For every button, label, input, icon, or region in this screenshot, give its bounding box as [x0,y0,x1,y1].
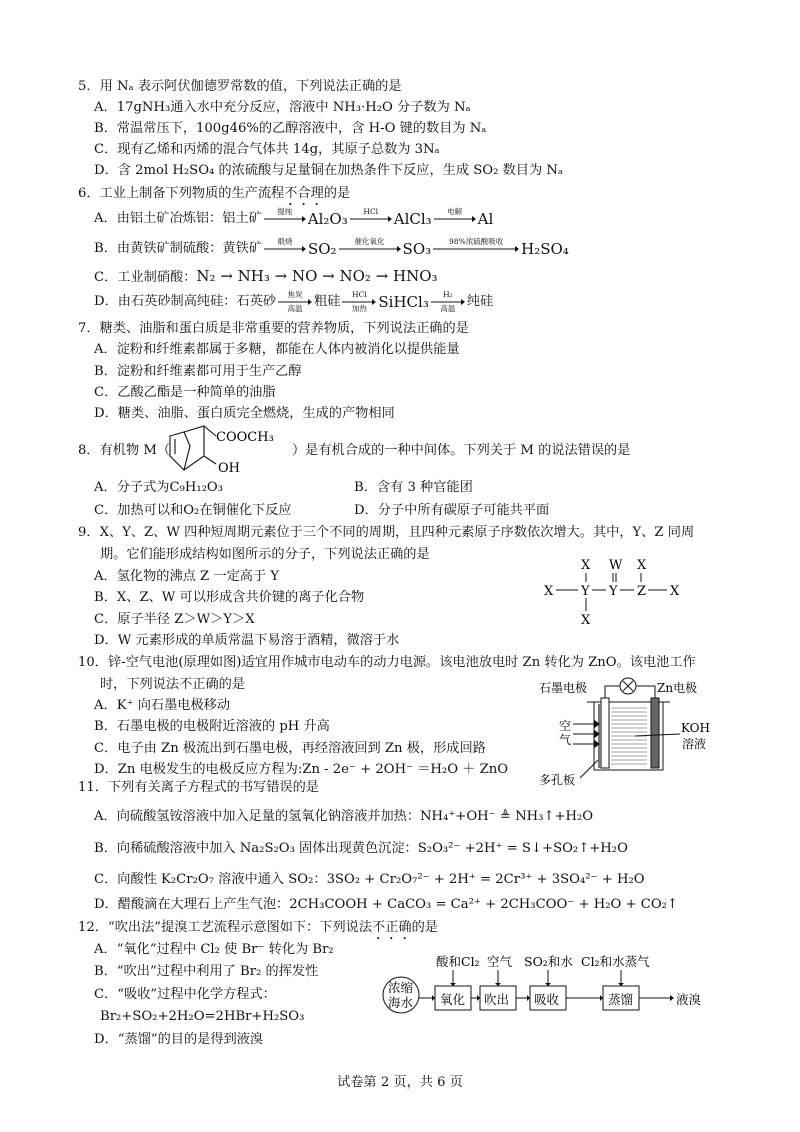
q5-option-d: D．含 2mol H₂SO₄ 的浓硫酸与足量铜在加热条件下反应，生成 SO₂ 数目为 Nₐ [94,163,563,178]
q6-b-step-3: H₂SO₄ [521,240,569,258]
q7-stem: 7．糖类、油脂和蛋白质是非常重要的营养物质，下列说法正确的是 [78,321,469,336]
q8-stem-pre: 8．有机物 M（ [78,443,171,458]
q8-option-b: B．含有 3 种官能团 [354,480,473,495]
q7-option-d: D．糖类、油脂、蛋白质完全燃烧，生成的产物相同 [94,406,395,421]
q9-atom-z: Z [637,584,647,599]
q8-stem-post: ）是有机合成的一种中间体。下列关于 M 的说法错误的是 [292,443,631,458]
q9-option-c: C．原子半径 Z＞W＞Y＞X [94,612,255,627]
q10-stem-line-2: 时，下列说法不正确的是 [100,677,246,692]
q12-box-oxidation: 氧化 [440,992,466,1007]
q6-b-label: B．由黄铁矿制硫酸：黄铁矿 [94,241,262,256]
q9-stem-line-2: 期。它们能形成结构如图所示的分子，下列说法正确的是 [100,547,430,562]
q6-c-chain: N₂ → NH₃ → NO → NO₂ → HNO₃ [196,267,438,285]
q10-label-graphite: 石墨电极 [539,681,588,695]
q6-a-label: A．由铝土矿冶炼铝：铝土矿 [94,211,262,226]
q8-option-c: C．加热可以和O₂在铜催化下反应 [94,503,292,518]
arrow-right-icon [264,216,306,222]
q6-option-b [94,237,569,261]
q9-atom-x-top2: X [637,558,647,573]
q12-start-label-2: 海水 [388,995,414,1010]
q6-b-cond-3: 98%浓硫酸吸收 [449,237,504,246]
q10-option-a: A．K⁺ 向石墨电极移动 [94,698,231,713]
q6-b-cond-2: 催化氧化 [354,237,385,246]
q12-box-absorption: 吸收 [534,992,560,1007]
q6-a-step-3: Al [477,210,494,228]
q6-a-cond-2: HCl [363,207,379,216]
q6-b-arrow-1 [264,238,306,260]
arrow-right-icon [339,246,401,252]
q6-d-cond-2-bottom: 加热 [351,304,367,313]
q6-d-step-2: SiHCl₃ [378,293,429,311]
q6-d-arrow-3 [431,291,465,313]
q12-input-2: 空气 [487,954,513,969]
q9-option-d: D．W 元素形成的单质常温下易溶于酒精，微溶于水 [94,633,400,648]
q6-b-step-1: SO₂ [307,240,337,258]
q10-label-zn: Zn电极 [657,681,698,695]
q6-d-cond-1-bottom: 高温 [287,304,303,313]
q8-option-a: A．分子式为C₉H₁₂O₃ [94,480,224,495]
q6-option-a [94,207,493,231]
q6-stem [78,184,350,209]
q11-option-c: C．向酸性 K₂Cr₂O₇ 溶液中通入 SO₂：3SO₂ + Cr₂O₇²⁻ + 2H⁺ = 2Cr³⁺ + 3SO₄²⁻ + H₂O [94,872,645,887]
q6-a-cond-3: 电解 [447,207,463,216]
q6-a-arrow-2 [350,208,392,230]
q9-atom-y1: Y [581,584,590,599]
q11-stem: 11．下列有关离子方程式的书写错误的是 [78,780,319,795]
q12-stem-pre: 12．“吹出法”提溴工艺流程示意图如下：下列说法 [78,920,373,935]
q10-label-solution: 溶液 [682,737,707,751]
q9-molecule-diagram [540,554,690,632]
q12-option-c: C．“吸收”过程中化学方程式： [94,987,276,1002]
arrow-right-icon [433,246,519,252]
q6-b-arrow-3 [433,238,519,260]
q5-stem: 5．用 Nₐ 表示阿伏伽德罗常数的值，下列说法正确的是 [78,79,402,94]
q12-option-a: A．“氧化”过程中 Cl₂ 使 Br⁻ 转化为 Br₂ [94,942,334,957]
q5-option-b: B．常温常压下，100g46%的乙醇溶液中，含 H-O 键的数目为 Nₐ [94,121,487,136]
page-footer: 试卷第 2 页，共 6 页 [337,1075,463,1090]
q12-input-3: SO₂和水 [524,954,573,969]
q8-molecule-structure [166,424,290,480]
q10-option-c: C．电子由 Zn 极流出到石墨电极，再经溶液回到 Zn 极，形成回路 [94,741,486,756]
q9-option-b: B．X、Z、W 可以形成含共价键的离子化合物 [94,590,365,605]
q9-atom-x-left: X [544,584,554,599]
q10-stem-line-1: 10．锌-空气电池(原理如图)适宜用作城市电动车的动力电源。该电池放电时 Zn 转化为 ZnO。该电池工作 [78,655,696,670]
q6-a-arrow-1 [264,208,306,230]
q7-option-c: C．乙酸乙酯是一种简单的油脂 [94,385,276,400]
q9-option-a: A．氢化物的沸点 Z 一定高于 Y [94,569,280,584]
q8-group-hydroxyl: OH [218,461,240,476]
q10-label-air-1: 空 [559,719,572,733]
q6-option-c [94,266,438,288]
q6-a-arrow-3 [434,208,476,230]
q6-d-cond-1-top: 焦炭 [287,290,303,299]
q8-group-ester: COOCH₃ [216,430,274,445]
q5-option-c: C．现有乙烯和丙烯的混合气体共 14g，其原子总数为 3Nₐ [94,142,440,157]
q10-option-d: D．Zn 电极发生的电极反应方程为:Zn - 2e⁻ + 2OH⁻ ＝H₂O ＋ ZnO [94,762,509,777]
q6-c-label: C．工业制硝酸： [94,270,197,285]
q7-option-b: B．淀粉和纤维素都可用于生产乙醇 [94,364,302,379]
q6-a-step-1: Al₂O₃ [307,210,348,228]
q11-option-b: B．向稀硫酸溶液中加入 Na₂S₂O₃ 固体出现黄色沉淀：S₂O₃²⁻ +2H⁺ = S↓+SO₂↑+H₂O [94,841,628,856]
q6-d-cond-2-top: HCl [352,290,367,299]
q9-atom-x-right: X [670,584,680,599]
q10-option-b: B．石墨电极的电极附近溶液的 pH 升高 [94,719,330,734]
arrow-right-icon [350,216,392,222]
q9-atom-x-top1: X [581,558,591,573]
q6-d-cond-3-top: H₂ [443,290,453,299]
q6-a-step-2: AlCl₃ [393,210,432,228]
q11-option-d: D．醋酸滴在大理石上产生气泡：2CH₃COOH + CaCO₃ = Ca²⁺ + 2CH₃COO⁻ + H₂O + CO₂↑ [94,897,678,912]
q6-b-cond-1: 煅烧 [277,237,293,246]
q9-stem-line-1: 9．X、Y、Z、W 四种短周期元素位于三个不同的周期，且四种元素原子序数依次增大。其中，Y、Z 同周 [78,525,695,540]
q7-option-a: A．淀粉和纤维素都属于多糖，都能在人体内被消化以提供能量 [94,342,460,357]
q6-option-d [94,290,493,314]
q10-label-koh: KOH [681,721,710,735]
q12-stem-emphasis: 不正确 [372,920,412,935]
q6-d-label: D．由石英砂制高纯硅：石英砂 [94,294,277,309]
q12-box-distillation: 蒸馏 [608,992,634,1007]
q6-d-cond-3-bottom: 高温 [440,304,456,313]
arrow-right-icon [264,246,306,252]
q9-atom-y2: Y [609,584,618,599]
q10-label-porous-plate: 多孔板 [539,773,576,787]
q12-option-b: B．“吹出”过程中利用了 Br₂ 的挥发性 [94,964,319,979]
q6-stem-emphasis: 不合理 [284,186,324,201]
q6-d-arrow-1 [278,291,312,313]
q10-graphite-electrode [601,698,609,768]
q6-stem-post: 的是 [323,186,351,201]
q11-option-a: A．向硫酸氢铵溶液中加入足量的氢氧化钠溶液并加热：NH₄⁺+OH⁻ ≜ NH₃↑+H₂O [94,809,594,824]
q6-b-step-2: SO₃ [402,240,432,258]
q9-atom-x-bottom: X [581,613,591,628]
arrow-right-icon [434,216,476,222]
q10-porous-plate [598,704,601,768]
q6-b-arrow-2 [339,238,401,260]
q6-stem-pre: 6．工业上制备下列物质的生产流程 [78,186,285,201]
q6-d-step-3: 纯硅 [466,294,494,309]
q6-d-arrow-2 [342,291,376,313]
q10-battery-diagram [535,674,715,792]
q9-atom-w: W [609,558,623,573]
q12-start-label-1: 浓缩 [388,980,414,995]
q12-option-c-equation: Br₂+SO₂+2H₂O=2HBr+H₂SO₃ [100,1009,305,1024]
q6-a-cond-1: 提纯 [277,207,293,216]
q12-input-1: 酸和Cl₂ [436,954,480,969]
q12-option-d: D．“蒸馏”的目的是得到液溴 [94,1032,264,1047]
q12-flow-diagram [380,952,710,1024]
q10-zn-electrode [651,698,659,768]
q10-label-air-2: 气 [559,733,572,747]
q12-end-label: 液溴 [676,992,702,1007]
q8-option-d: D．分子中所有碳原子可能共平面 [354,503,550,518]
q12-box-blowout: 吹出 [484,992,510,1007]
q6-d-step-1: 粗硅 [314,294,341,309]
q5-option-a: A．17gNH₃通入水中充分反应，溶液中 NH₃·H₂O 分子数为 Nₐ [94,100,471,115]
q12-input-4: Cl₂和水蒸气 [581,954,650,969]
q12-stem-post: 的是 [411,920,438,935]
